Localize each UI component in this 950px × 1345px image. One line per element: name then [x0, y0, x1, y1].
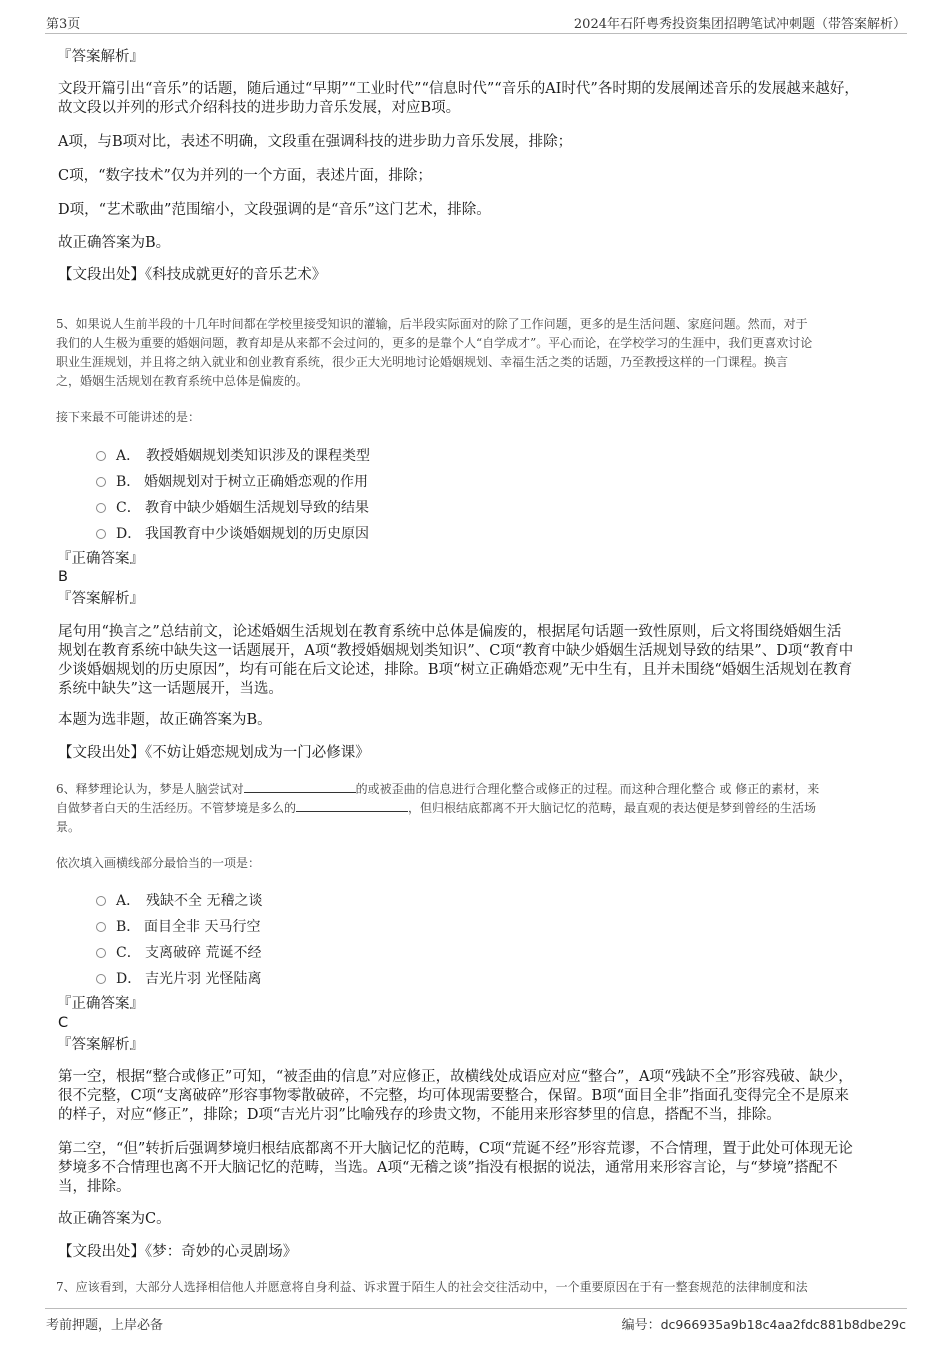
q4-analysis-d: D项，“艺术歌曲”范围缩小，文段强调的是“音乐”这门艺术，排除。	[58, 202, 491, 218]
radio-icon[interactable]	[96, 477, 106, 487]
q6-option-d[interactable]: D． 吉光片羽 光怪陆离	[96, 968, 396, 988]
q5-analysis-label: 『答案解析』	[57, 591, 144, 607]
footer-divider	[45, 1308, 907, 1309]
q6-source: 【文段出处】《梦：奇妙的心灵剧场》	[58, 1244, 298, 1260]
q5-correct-answer: B	[58, 569, 68, 585]
q5-analysis-text: 尾句用“换言之”总结前文，论述婚姻生活规划在教育系统中总体是偏废的，根据尾句话题一致性原则，后文将围绕婚姻生活 规划在教育系统中缺失这一话题展开，A项“教授婚姻规划类知识”、C项“教育中缺少婚姻生活规划导致的结果”、D项“教育中 少谈婚姻规划的历史原因”，均有可能在后文论述，排除。B项“树立正确婚恋观”无中生有，且并未围绕“婚姻生活规划在教育 系统中缺失”这一话题展开，当选。	[58, 624, 854, 697]
footer-code: 编号：dc966935a9b18c4aa2fdc881b8dbe29c	[621, 1317, 906, 1333]
q5-option-d[interactable]: D． 我国教育中少谈婚姻规划的历史原因	[96, 523, 416, 543]
q6-correct-label: 『正确答案』	[57, 996, 144, 1012]
q6-analysis-first: 第一空，根据“整合或修正”可知，“被歪曲的信息”对应修正，故横线处成语应对应“整合”，A项“残缺不全”形容残破、缺少， 很不完整，C项“支离破碎”形容事物零散破碎，不完整，均可体现需要整合，保留。B项“面目全非”指面孔变得完全不是原来 的样子，对应“修正”，排除；D项“吉光片羽”比喻残存的珍贵文物，不能用来形容梦里的信息，搭配不当，排除。	[58, 1069, 853, 1123]
q5-prompt: 接下来最不可能讲述的是：	[56, 410, 201, 424]
radio-icon[interactable]	[96, 529, 106, 539]
q5-correct-label: 『正确答案』	[57, 551, 144, 567]
q6-option-b[interactable]: B． 面目全非 天马行空	[96, 916, 396, 936]
q7-stem: 7、应该看到，大部分人选择相信他人并愿意将自身利益、诉求置于陌生人的社会交往活动中，一个重要原因在于有一整套规范的法律制度和法	[56, 1280, 808, 1294]
blank-1	[244, 780, 356, 793]
q6-analysis-label: 『答案解析』	[57, 1037, 144, 1053]
q5-option-c[interactable]: C． 教育中缺少婚姻生活规划导致的结果	[96, 497, 416, 517]
radio-icon[interactable]	[96, 974, 106, 984]
q5-option-a[interactable]: A． 教授婚姻规划类知识涉及的课程类型	[96, 445, 416, 465]
header-divider	[45, 33, 907, 34]
q4-source: 【文段出处】《科技成就更好的音乐艺术》	[58, 267, 327, 283]
footer-slogan: 考前押题，上岸必备	[46, 1318, 164, 1333]
blank-2	[296, 799, 408, 812]
radio-icon[interactable]	[96, 896, 106, 906]
q6-option-a[interactable]: A． 残缺不全 无稽之谈	[96, 890, 396, 910]
q5-source: 【文段出处】《不妨让婚恋规划成为一门必修课》	[58, 745, 370, 761]
q6-conclusion: 故正确答案为C。	[58, 1211, 171, 1227]
q4-analysis-label: 『答案解析』	[57, 49, 144, 65]
radio-icon[interactable]	[96, 451, 106, 461]
q6-option-c[interactable]: C． 支离破碎 荒诞不经	[96, 942, 396, 962]
radio-icon[interactable]	[96, 922, 106, 932]
radio-icon[interactable]	[96, 948, 106, 958]
q4-analysis-c: C项，“数字技术”仅为并列的一个方面，表述片面，排除；	[58, 168, 432, 184]
q6-prompt: 依次填入画横线部分最恰当的一项是：	[56, 856, 261, 870]
q5-conclusion: 本题为选非题，故正确答案为B。	[58, 712, 272, 728]
q6-stem: 6、释梦理论认为，梦是人脑尝试对 的或被歪曲的信息进行合理化整合或修正的过程。而这种合理化整合 或 修正的素材，来 自做梦者白天的生活经历。不管梦境是多么的 ，但归根结底都离不开大脑记忆的范畴，最直观的表达便是梦到曾经的生活场 景。	[56, 782, 820, 834]
q6-correct-answer: C	[58, 1015, 69, 1031]
q4-analysis-a: A项，与B项对比，表述不明确，文段重在强调科技的进步助力音乐发展，排除；	[58, 134, 573, 150]
q4-conclusion: 故正确答案为B。	[58, 235, 171, 251]
q5-option-b[interactable]: B． 婚姻规划对于树立正确婚恋观的作用	[96, 471, 416, 491]
radio-icon[interactable]	[96, 503, 106, 513]
page-number: 第3页	[46, 17, 81, 32]
q5-stem: 5、如果说人生前半段的十几年时间都在学校里接受知识的灌输，后半段实际面对的除了工作问题，更多的是生活问题、家庭问题。然而，对于 我们的人生极为重要的婚姻问题，教育却是从来都不会过问的，更多的是靠个人“自学成才”。平心而论，在学校学习的生涯中，我们更喜欢讨论 职业生涯规划，并且将之纳入就业和创业教育系统，很少正大光明地讨论婚姻规划、幸福生活之类的话题，乃至教授这样的一门课程。换言 之，婚姻生活规划在教育系统中总体是偏废的。	[56, 317, 813, 388]
document-title: 2024年石阡粤秀投资集团招聘笔试冲刺题（带答案解析）	[573, 17, 906, 32]
q6-analysis-second: 第二空，“但”转折后强调梦境归根结底都离不开大脑记忆的范畴，C项“荒诞不经”形容荒谬，不合情理，置于此处可体现无论 梦境多不合情理也离不开大脑记忆的范畴，当选。A项“无稽之谈”指没有根据的说法，通常用来形容言论，与“梦境”搭配不 当，排除。	[58, 1141, 853, 1195]
q4-analysis-text: 文段开篇引出“音乐”的话题，随后通过“早期”“工业时代”“信息时代”“音乐的AI时代”各时期的发展阐述音乐的发展越来越好， 故文段以并列的形式介绍科技的进步助力音乐发展，对应B项。	[58, 81, 859, 116]
